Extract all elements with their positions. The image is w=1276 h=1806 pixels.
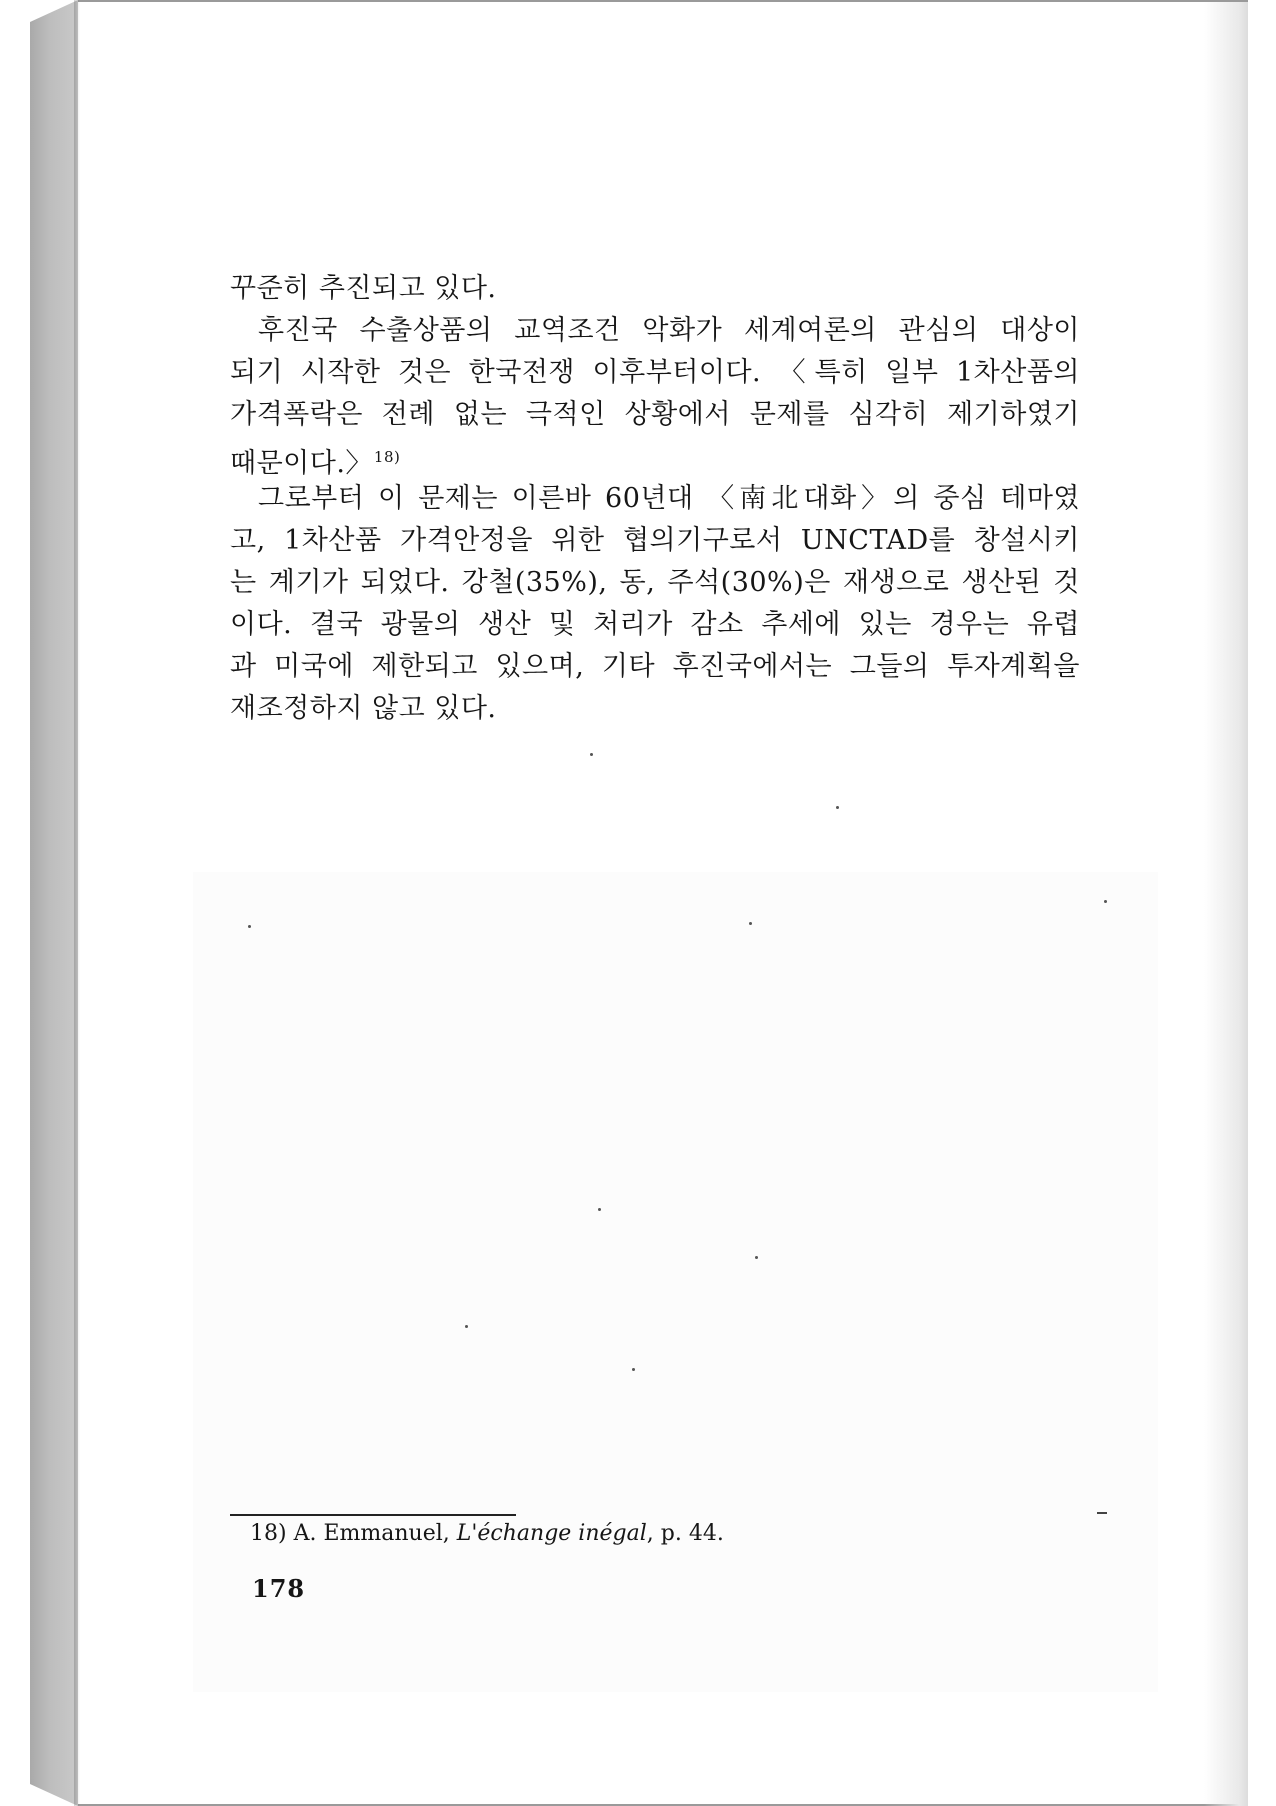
page-edge-shade — [1204, 2, 1248, 1806]
footnote — [250, 1518, 724, 1550]
scan-speck — [1104, 900, 1107, 903]
scan-speck — [632, 1368, 635, 1371]
scan-speck — [598, 1208, 601, 1211]
text-line: 되기 시작한 것은 한국전쟁 이후부터이다. 〈특히 일부 1차산품의 — [230, 357, 1080, 388]
scan-speck — [248, 925, 251, 928]
footnote-divider — [230, 1514, 516, 1516]
text-line: 그로부터 이 문제는 이른바 60년대 〈南北대화〉의 중심 테마였 — [258, 483, 1080, 514]
text-line: 는 계기가 되었다. 강철(35%), 동, 주석(30%)은 재생으로 생산된 것 — [230, 567, 1080, 598]
footnote-page: , p. 44. — [646, 1521, 724, 1546]
footnote-reference: 18) — [373, 448, 401, 466]
footnote-title: L'échange inégal — [456, 1521, 647, 1546]
footnote-author: A. Emmanuel, — [293, 1521, 450, 1546]
page-number: 178 — [252, 1574, 306, 1603]
scan-background — [193, 872, 1158, 1692]
text-line: 고, 1차산품 가격안정을 위한 협의기구로서 UNCTAD를 창설시키 — [230, 525, 1080, 556]
scan-speck — [590, 753, 593, 756]
book-spine — [30, 0, 78, 1806]
scan-speck — [465, 1325, 468, 1328]
text-line: 재조정하지 않고 있다. — [230, 693, 497, 724]
footnote-number: 18) — [250, 1521, 287, 1546]
scan-mark — [1097, 1512, 1107, 1514]
scan-speck — [836, 806, 839, 809]
text-line: 후진국 수출상품의 교역조건 악화가 세계여론의 관심의 대상이 — [258, 315, 1080, 346]
spine-shadow — [74, 0, 80, 1806]
text-line: 과 미국에 제한되고 있으며, 기타 후진국에서는 그들의 투자계획을 — [230, 651, 1080, 682]
text-line — [230, 436, 1080, 478]
text-line-content: 때문이다.〉 — [230, 448, 373, 479]
body-text — [230, 268, 1080, 730]
text-line: 꾸준히 추진되고 있다. — [230, 273, 497, 304]
scan-speck — [749, 922, 752, 925]
scan-speck — [755, 1256, 758, 1259]
text-line: 이다. 결국 광물의 생산 및 처리가 감소 추세에 있는 경우는 유렵 — [230, 609, 1080, 640]
text-line: 가격폭락은 전례 없는 극적인 상황에서 문제를 심각히 제기하였기 — [230, 399, 1080, 430]
